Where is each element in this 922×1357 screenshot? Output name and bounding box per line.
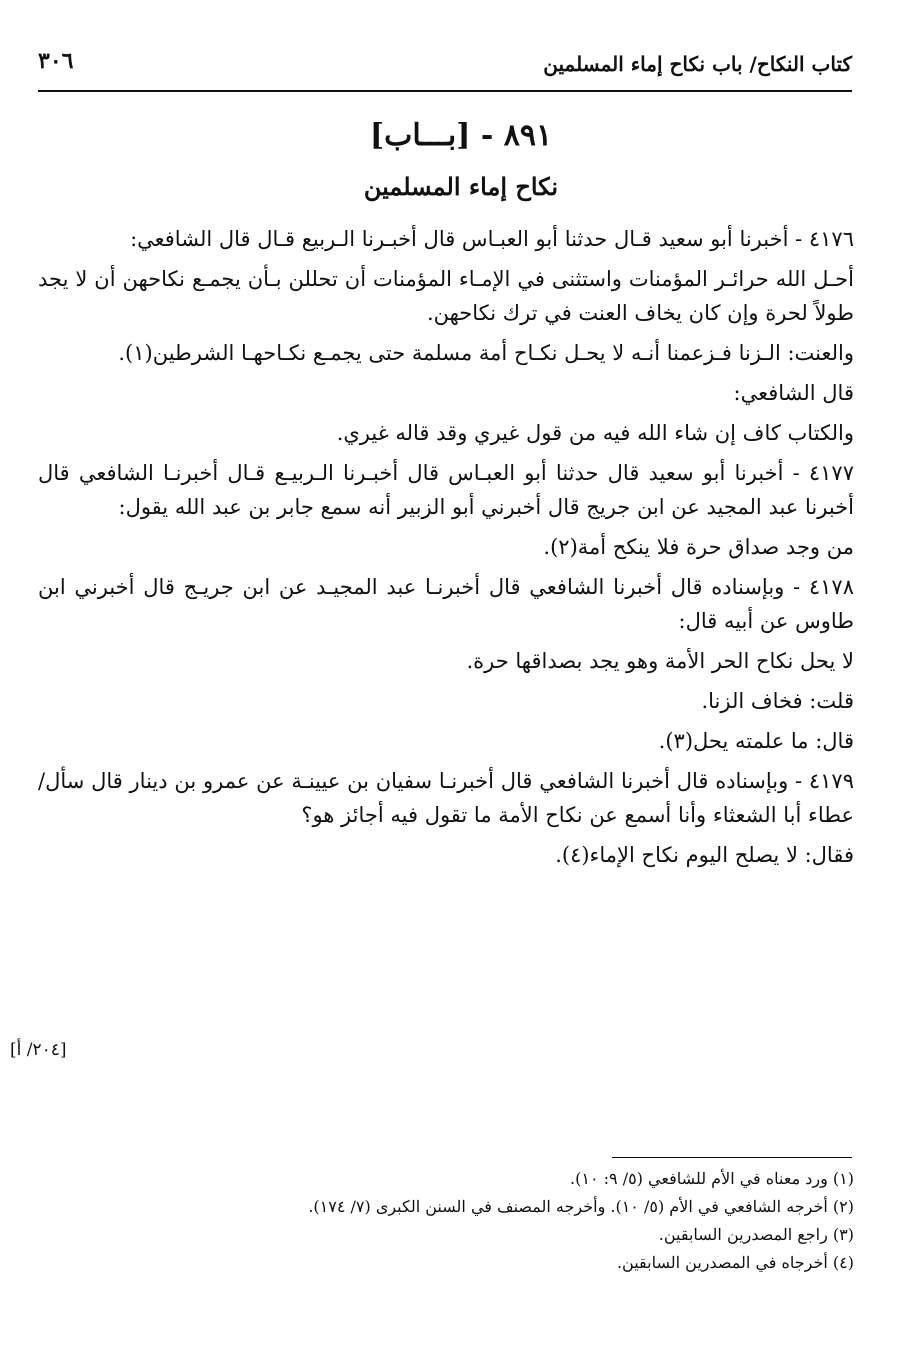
chapter-heading: ٨٩١ - [بـــاب] bbox=[369, 118, 553, 153]
paragraph: ٤١٧٨ - وبإسناده قال أخبرنا الشافعي قال أخبرنـا عبد المجيـد عن ابن جريـج قال أخبرني ابن طاوس عن أبيه قال: bbox=[38, 575, 854, 633]
paragraph: ٤١٧٧ - أخبرنا أبو سعيد قال حدثنا أبو العبـاس قال أخبـرنا الـربيـع قـال أخبرنـا الشافعي قال أخبرنا عبد المجيد عن ابن جريج قال أخبرني أبو الزبير أنه سمع جابر بن عبد الله يقول: bbox=[38, 461, 854, 519]
paragraph: قال الشافعي: bbox=[733, 381, 854, 405]
footnote: (١) ورد معناه في الأم للشافعي (٥/ ٩: ١٠). bbox=[570, 1169, 854, 1188]
paragraph: قال: ما علمته يحل(٣). bbox=[658, 729, 854, 753]
margin-note: [٢٠٤/ أ] bbox=[10, 1040, 67, 1060]
paragraph: والكتاب كاف إن شاء الله فيه من قول غيري وقد قاله غيري. bbox=[336, 421, 854, 445]
footnote: (٣) راجع المصدرين السابقين. bbox=[658, 1225, 854, 1244]
footnote: (٤) أخرجاه في المصدرين السابقين. bbox=[616, 1253, 854, 1272]
paragraph: والعنت: الـزنا فـزعمنا أنـه لا يحـل نكـاح أمة مسلمة حتى يجمـع نكـاحهـا الشرطين(١). bbox=[118, 341, 854, 365]
paragraph: ٤١٧٦ - أخبرنا أبو سعيد قـال حدثنا أبو العبـاس قال أخبـرنا الـربيع قـال قال الشافعي: bbox=[130, 227, 854, 251]
page-number: ٣٠٦ bbox=[38, 48, 74, 74]
paragraph: فقال: لا يصلح اليوم نكاح الإماء(٤). bbox=[555, 843, 854, 867]
paragraph: من وجد صداق حرة فلا ينكح أمة(٢). bbox=[543, 535, 854, 559]
paragraph: قلت: فخاف الزنا. bbox=[701, 689, 854, 713]
running-header bbox=[38, 48, 852, 92]
paragraph: لا يحل نكاح الحر الأمة وهو يجد بصداقها حرة. bbox=[466, 649, 854, 673]
chapter-subheading: نكاح إماء المسلمين bbox=[363, 172, 559, 201]
footnotes bbox=[38, 1165, 854, 1277]
body-text bbox=[38, 222, 854, 878]
paragraph: أحـل الله حرائـر المؤمنات واستثنى في الإمـاء المؤمنات أن تحللن بـأن يجمـع نكاحهن أن لا يجد طولاً لحرة وإن كان يخاف العنت في ترك نكاحهن. bbox=[38, 267, 854, 325]
header-title: كتاب النكاح/ باب نكاح إماء المسلمين bbox=[543, 52, 852, 76]
paragraph: ٤١٧٩ - وبإسناده قال أخبرنا الشافعي قال أخبرنـا سفيان بن عيينـة عن عمرو بن دينار قال سأل/ عطاء أبا الشعثاء وأنا أسمع عن نكاح الأمة ما تقول فيه أجائز هو؟ bbox=[38, 769, 854, 827]
footnote: (٢) أخرجه الشافعي في الأم (٥/ ١٠). وأخرجه المصنف في السنن الكبرى (٧/ ١٧٤). bbox=[308, 1197, 854, 1216]
footnote-divider bbox=[612, 1157, 852, 1158]
